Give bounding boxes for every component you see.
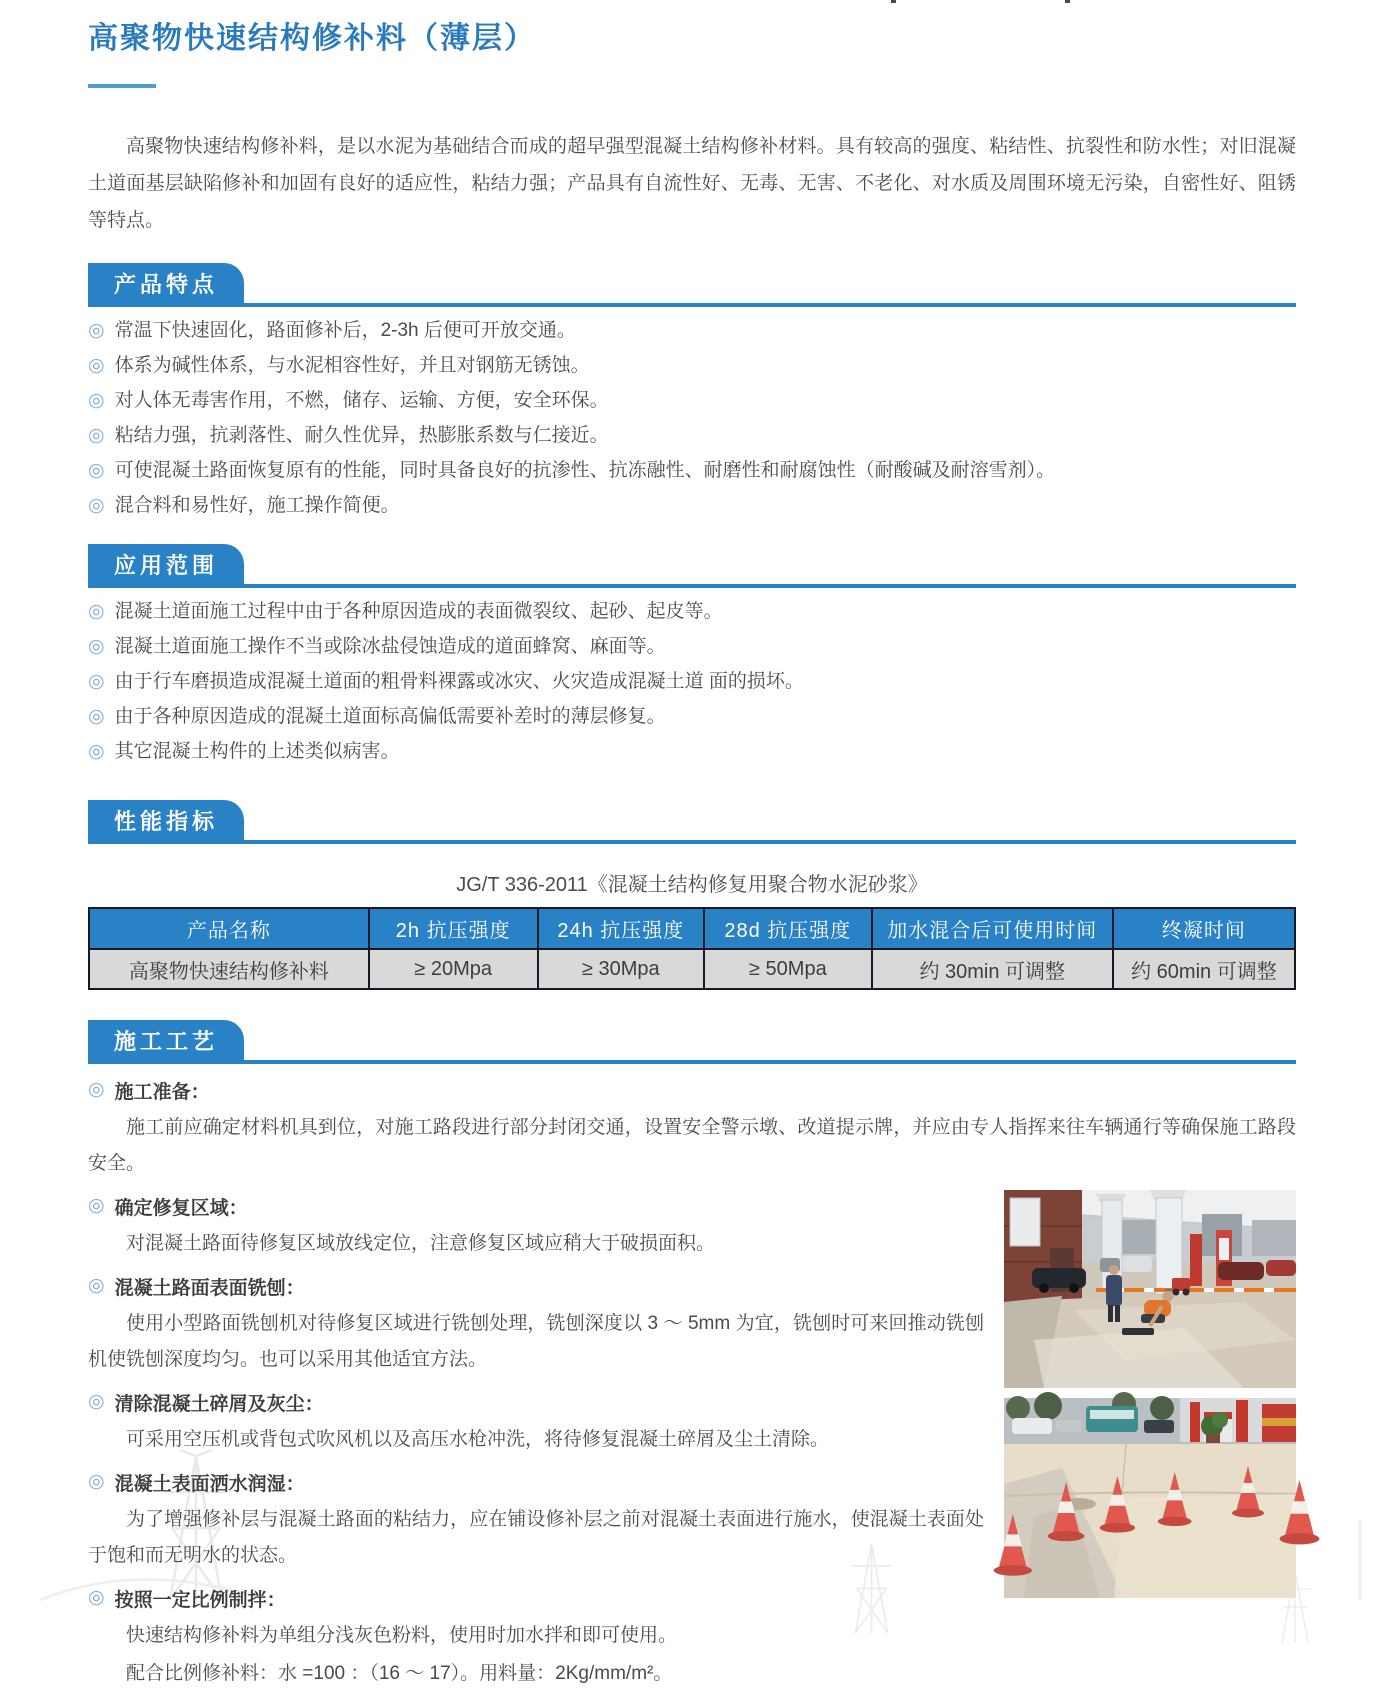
list-item-text: 由于各种原因造成的混凝土道面标高偏低需要补差时的薄层修复。 (114, 706, 666, 727)
bullet-icon: ◎ (88, 1587, 105, 1608)
list-item-text: 混凝土道面施工操作不当或除冰盐侵蚀造成的道面蜂窝、麻面等。 (114, 636, 666, 657)
list-item-text: 常温下快速固化，路面修补后，2-3h 后便可开放交通。 (114, 320, 576, 341)
list-item (88, 389, 1296, 413)
list-item (88, 494, 1296, 518)
list-item (88, 635, 1296, 659)
process-content (88, 1078, 1296, 1694)
step-label: 确定修复区域： (114, 1198, 248, 1219)
table-cell: ≥ 50Mpa (704, 949, 872, 989)
bullet-icon: ◎ (88, 1195, 105, 1216)
table-cell: 约 60min 可调整 (1113, 949, 1295, 989)
table-row (89, 949, 1295, 989)
step-body: 使用小型路面铣刨机对待修复区域进行铣刨处理，铣刨深度以 3 ～ 5mm 为宜，铣刨时可来回推动铣刨机使铣刨深度均匀。也可以采用其他适宜方法。 (88, 1313, 984, 1370)
table-cell: 约 30min 可调整 (872, 949, 1113, 989)
construction-photo-repaired-surface-cones (1004, 1398, 1296, 1598)
intro-paragraph: 高聚物快速结构修补料，是以水泥为基础结合而成的超早强型混凝土结构修补材料。具有较高的强度、粘结性、抗裂性和防水性；对旧混凝土道面基层缺陷修补和加固有良好的适应性，粘结力强；产品具有自流性好、无毒、无害、不老化、对水质及周围环境无污染，自密性好、阻锈等特点。 (88, 136, 1296, 231)
bullet-icon: ◎ (88, 1471, 105, 1492)
step-label: 混凝土路面表面铣刨： (114, 1278, 305, 1299)
bullet-icon: ◎ (88, 1391, 105, 1412)
title-underline-dash (88, 84, 156, 88)
table-cell: 高聚物快速结构修补料 (89, 949, 369, 989)
bullet-icon: ◎ (88, 390, 105, 411)
list-item (88, 670, 1296, 694)
list-item (88, 459, 1296, 483)
bullet-icon: ◎ (88, 636, 105, 657)
bullet-icon: ◎ (88, 671, 105, 692)
step-label: 按照一定比例制拌： (114, 1590, 286, 1611)
performance-table (88, 907, 1296, 990)
section-tab: 施工工艺 (88, 1020, 244, 1060)
process-step (88, 1078, 1296, 1182)
bullet-icon: ◎ (88, 495, 105, 516)
list-item (88, 354, 1296, 378)
bullet-icon: ◎ (88, 601, 105, 622)
table-header-cell: 28d 抗压强度 (704, 908, 872, 949)
section-tab: 性能指标 (88, 800, 244, 840)
step-label: 清除混凝土碎屑及灰尘： (114, 1394, 324, 1415)
step-body: 可采用空压机或背包式吹风机以及高压水枪冲洗，将待修复混凝土碎屑及尘土清除。 (126, 1429, 830, 1450)
step-label: 施工准备： (114, 1082, 210, 1103)
step-body: 快速结构修补料为单组分浅灰色粉料，使用时加水拌和即可使用。 (126, 1625, 678, 1646)
step-body: 为了增强修补层与混凝土路面的粘结力，应在铺设修补层之前对混凝土表面进行施水，使混凝土表面处于饱和而无明水的状态。 (88, 1509, 984, 1566)
table-standard-caption: JG/T 336-2011《混凝土结构修复用聚合物水泥砂浆》 (456, 874, 928, 896)
process-step (88, 1586, 1296, 1692)
list-item (88, 600, 1296, 624)
list-item (88, 424, 1296, 448)
list-item-text: 其它混凝土构件的上述类似病害。 (114, 741, 400, 762)
list-item-text: 由于行车磨损造成混凝土道面的粗骨料裸露或冰灾、火灾造成混凝土道 面的损坏。 (114, 671, 804, 692)
table-header-cell: 产品名称 (89, 908, 369, 949)
table-header-row (89, 908, 1295, 949)
bullet-icon: ◎ (88, 460, 105, 481)
bullet-icon: ◎ (88, 741, 105, 762)
section-header-process (88, 1020, 1296, 1064)
list-item-text: 混凝土道面施工过程中由于各种原因造成的表面微裂纹、起砂、起皮等。 (114, 601, 723, 622)
features-list (88, 319, 1296, 518)
bullet-icon: ◎ (88, 355, 105, 376)
table-header-cell: 2h 抗压强度 (369, 908, 538, 949)
section-header-applications (88, 544, 1296, 588)
table-header-cell: 终凝时间 (1113, 908, 1295, 949)
bullet-icon: ◎ (88, 1079, 105, 1100)
step-label: 混凝土表面洒水润湿： (114, 1474, 305, 1495)
list-item-text: 对人体无毒害作用，不燃，储存、运输、方便，安全环保。 (114, 390, 609, 411)
process-photo-column (1004, 1190, 1296, 1598)
list-item-text: 体系为碱性体系，与水泥相容性好，并且对钢筋无锈蚀。 (114, 355, 590, 376)
applications-list (88, 600, 1296, 764)
bullet-icon: ◎ (88, 320, 105, 341)
table-header-cell: 24h 抗压强度 (538, 908, 704, 949)
page-title: 高聚物快速结构修补料（薄层） (88, 22, 536, 55)
list-item-text: 粘结力强，抗剥落性、耐久性优异，热膨胀系数与仁接近。 (114, 425, 609, 446)
list-item (88, 319, 1296, 343)
table-cell: ≥ 20Mpa (369, 949, 538, 989)
section-tab: 应用范围 (88, 544, 244, 584)
list-item (88, 705, 1296, 729)
list-item-text: 混合料和易性好，施工操作简便。 (114, 495, 400, 516)
list-item (88, 740, 1296, 764)
bullet-icon: ◎ (88, 1275, 105, 1296)
list-item-text: 可使混凝土路面恢复原有的性能，同时具备良好的抗渗性、抗冻融性、耐磨性和耐腐蚀性（耐酸碱及耐溶雪剂）。 (114, 460, 1056, 481)
construction-photo-paving-workers (1004, 1190, 1296, 1388)
section-header-performance (88, 800, 1296, 844)
step-body: 配合比例修补料：水 =100 ：（16 ～ 17）。用料量：2Kg/mm/m²。 (126, 1663, 673, 1684)
table-header-cell: 加水混合后可使用时间 (872, 908, 1113, 949)
section-tab: 产品特点 (88, 263, 244, 303)
section-header-features (88, 263, 1296, 307)
bullet-icon: ◎ (88, 706, 105, 727)
bullet-icon: ◎ (88, 425, 105, 446)
step-body: 对混凝土路面待修复区域放线定位，注意修复区域应稍大于破损面积。 (126, 1233, 716, 1254)
step-body: 施工前应确定材料机具到位，对施工路段进行部分封闭交通，设置安全警示墩、改道提示牌，并应由专人指挥来往车辆通行等确保施工路段安全。 (88, 1117, 1296, 1174)
table-cell: ≥ 30Mpa (538, 949, 704, 989)
